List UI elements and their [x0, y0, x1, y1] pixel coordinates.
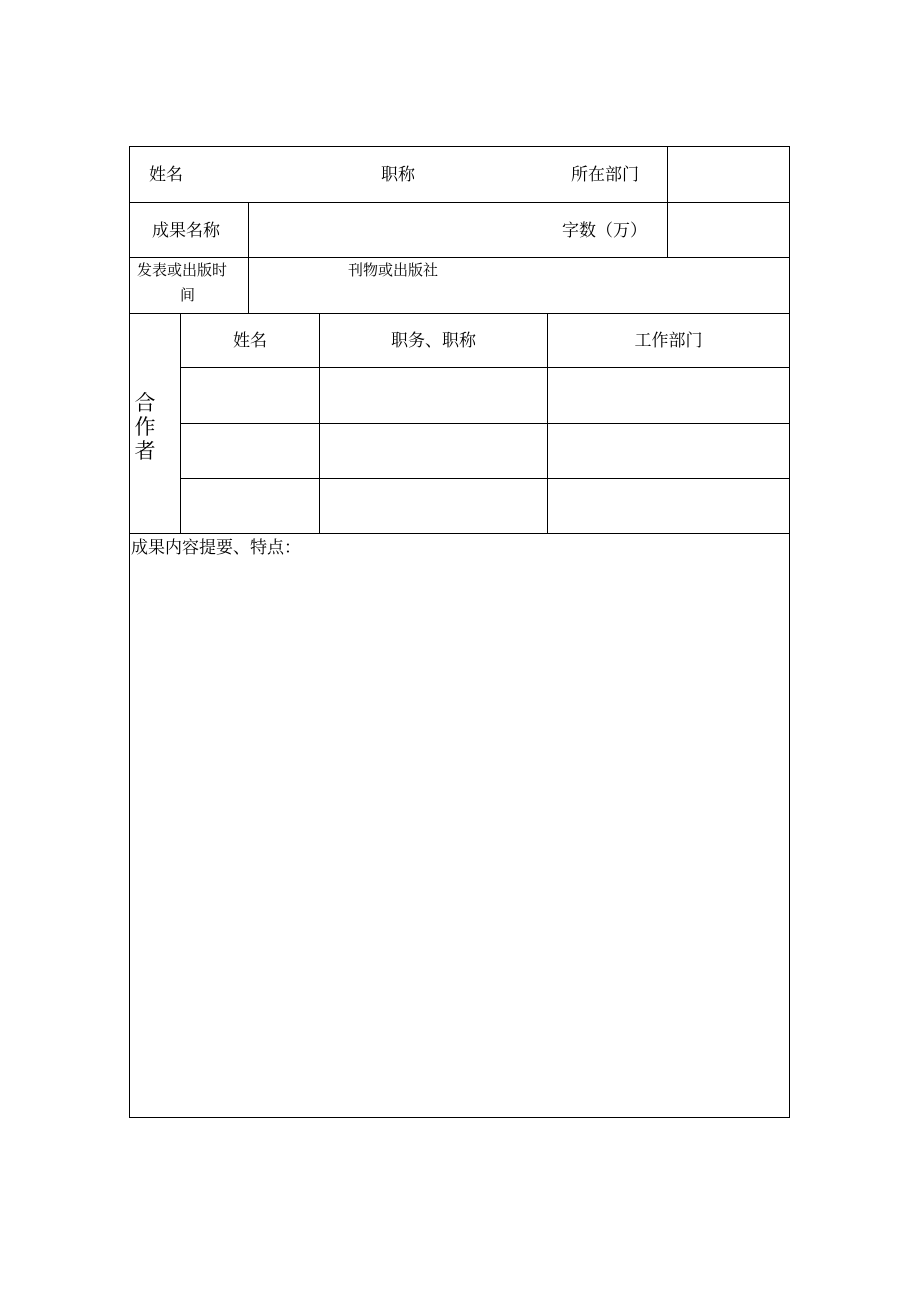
collab-header-department: 工作部门: [634, 331, 703, 351]
collab-row-2-department[interactable]: [548, 424, 789, 478]
work-name-label: 成果名称: [152, 221, 220, 241]
achievement-form: [129, 146, 790, 1118]
word-count-field[interactable]: [668, 203, 789, 257]
publisher-field[interactable]: [460, 258, 789, 313]
name-label: 姓名: [149, 165, 183, 185]
collab-header-title: 职务、职称: [391, 331, 476, 351]
collab-row-2-title[interactable]: [320, 424, 547, 478]
word-count-label: 字数（万）: [562, 221, 647, 241]
collaborators-label: 合作者: [134, 391, 156, 463]
row-divider: [130, 533, 789, 534]
title-label: 职称: [381, 165, 415, 185]
collab-header-name: 姓名: [233, 331, 267, 351]
collab-row-3-department[interactable]: [548, 479, 789, 533]
collab-row-1-title[interactable]: [320, 368, 547, 423]
collab-row-1-name[interactable]: [181, 368, 319, 423]
department-label: 所在部门: [571, 165, 639, 185]
collab-row-1-department[interactable]: [548, 368, 789, 423]
collab-row-3-title[interactable]: [320, 479, 547, 533]
department-field[interactable]: [668, 147, 789, 202]
publish-time-label: 发表或出版时: [137, 261, 228, 279]
publisher-label: 刊物或出版社: [348, 261, 439, 279]
collab-row-3-name[interactable]: [181, 479, 319, 533]
summary-field[interactable]: [130, 559, 789, 1117]
summary-label: 成果内容提要、特点：: [131, 538, 301, 558]
work-name-field[interactable]: [249, 203, 549, 257]
publish-time-label-cont: 间: [180, 286, 196, 304]
collab-row-2-name[interactable]: [181, 424, 319, 478]
row-divider: [130, 313, 789, 314]
publish-time-field[interactable]: [249, 258, 349, 313]
